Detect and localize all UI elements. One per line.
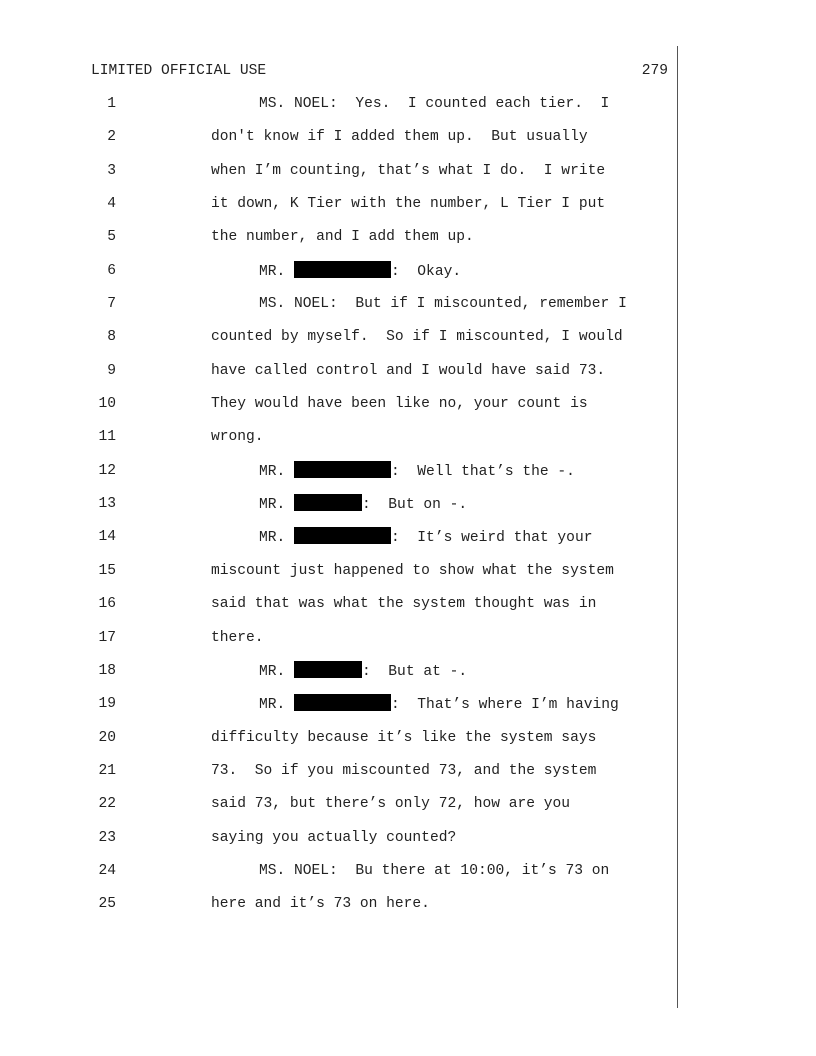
speech-text: : It’s weird that your <box>391 530 593 547</box>
line-number: 22 <box>98 796 116 813</box>
line-text <box>259 527 592 548</box>
transcript-line <box>0 828 816 861</box>
line-text <box>259 694 619 715</box>
transcript-line <box>0 394 816 427</box>
line-number: 16 <box>98 596 116 613</box>
transcript-line <box>0 661 816 694</box>
transcript-line <box>0 761 816 794</box>
transcript-line <box>0 494 816 527</box>
line-number: 3 <box>107 162 116 179</box>
transcript-line <box>0 194 816 227</box>
line-text: saying you actually counted? <box>211 829 457 846</box>
transcript-line <box>0 561 816 594</box>
page-header <box>91 61 668 81</box>
transcript-line <box>0 594 816 627</box>
line-number: 14 <box>98 529 116 546</box>
transcript-lines <box>0 94 816 928</box>
line-text <box>259 294 627 314</box>
redaction-block <box>294 694 391 711</box>
line-number: 19 <box>98 696 116 713</box>
line-number: 12 <box>98 462 116 479</box>
line-text: when I’m counting, that’s what I do. I write <box>211 162 606 179</box>
line-text: said that was what the system thought was in <box>211 596 597 613</box>
line-text: have called control and I would have said 73. <box>211 362 606 379</box>
line-text: don't know if I added them up. But usually <box>211 129 588 146</box>
transcript-line <box>0 728 816 761</box>
transcript-line <box>0 327 816 360</box>
line-number: 9 <box>107 362 116 379</box>
line-text: counted by myself. So if I miscounted, I would <box>211 329 623 346</box>
line-text: 73. So if you miscounted 73, and the system <box>211 762 597 779</box>
line-number: 20 <box>98 729 116 746</box>
line-number: 4 <box>107 196 116 213</box>
line-number: 7 <box>107 296 116 313</box>
speaker-name: MS. NOEL: <box>259 296 338 313</box>
speech-text: But if I miscounted, remember I <box>337 296 627 313</box>
line-number: 17 <box>98 629 116 646</box>
line-text <box>259 94 609 114</box>
speaker-title: MR. <box>259 497 295 514</box>
redaction-block <box>294 461 391 478</box>
line-number: 6 <box>107 262 116 279</box>
redaction-block <box>294 661 362 678</box>
redaction-block <box>294 527 391 544</box>
redaction-block <box>294 261 391 278</box>
line-text <box>259 661 467 682</box>
transcript-line <box>0 527 816 560</box>
transcript-line <box>0 294 816 327</box>
speech-text: : Okay. <box>391 263 462 280</box>
line-text: miscount just happened to show what the system <box>211 562 614 579</box>
speech-text: : But on -. <box>362 497 468 514</box>
page-number: 279 <box>641 63 668 79</box>
line-text: the number, and I add them up. <box>211 229 474 246</box>
line-text: said 73, but there’s only 72, how are you <box>211 796 571 813</box>
line-number: 10 <box>98 396 116 413</box>
speech-text: Yes. I counted each tier. I <box>337 96 610 112</box>
transcript-line <box>0 94 816 127</box>
speaker-title: MR. <box>259 663 295 680</box>
speech-text: : Well that’s the -. <box>391 463 575 480</box>
line-number: 21 <box>98 762 116 779</box>
line-number: 11 <box>98 429 116 446</box>
speech-text: : That’s where I’m having <box>391 697 619 714</box>
line-number: 1 <box>107 96 116 112</box>
line-number: 13 <box>98 496 116 513</box>
transcript-line <box>0 227 816 260</box>
transcript-line <box>0 127 816 160</box>
speaker-title: MR. <box>259 263 295 280</box>
line-text <box>259 461 575 482</box>
transcript-line <box>0 161 816 194</box>
line-text: difficulty because it’s like the system says <box>211 729 597 746</box>
classification-label: LIMITED OFFICIAL USE <box>91 63 267 79</box>
speaker-name: MS. NOEL: <box>259 862 338 879</box>
transcript-line <box>0 628 816 661</box>
transcript-line <box>0 894 816 927</box>
line-text: wrong. <box>211 429 264 446</box>
line-text: there. <box>211 629 264 646</box>
line-number: 15 <box>98 562 116 579</box>
line-text: They would have been like no, your count is <box>211 396 588 413</box>
speech-text: Bu there at 10:00, it’s 73 on <box>337 862 610 879</box>
line-text <box>259 261 461 282</box>
line-text <box>259 494 467 515</box>
line-number: 8 <box>107 329 116 346</box>
transcript-line <box>0 861 816 894</box>
transcript-line <box>0 461 816 494</box>
line-number: 25 <box>98 896 116 913</box>
speaker-title: MR. <box>259 463 295 480</box>
transcript-line <box>0 794 816 827</box>
speaker-title: MR. <box>259 530 295 547</box>
transcript-line <box>0 694 816 727</box>
transcript-line <box>0 361 816 394</box>
line-text: here and it’s 73 on here. <box>211 896 430 913</box>
line-number: 24 <box>98 862 116 879</box>
line-number: 18 <box>98 662 116 679</box>
speaker-title: MR. <box>259 697 295 714</box>
transcript-line <box>0 261 816 294</box>
speaker-name: MS. NOEL: <box>259 96 338 112</box>
line-text <box>259 861 609 881</box>
line-number: 23 <box>98 829 116 846</box>
line-text: it down, K Tier with the number, L Tier I put <box>211 196 606 213</box>
line-number: 5 <box>107 229 116 246</box>
redaction-block <box>294 494 362 511</box>
line-number: 2 <box>107 129 116 146</box>
transcript-line <box>0 427 816 460</box>
speech-text: : But at -. <box>362 663 468 680</box>
